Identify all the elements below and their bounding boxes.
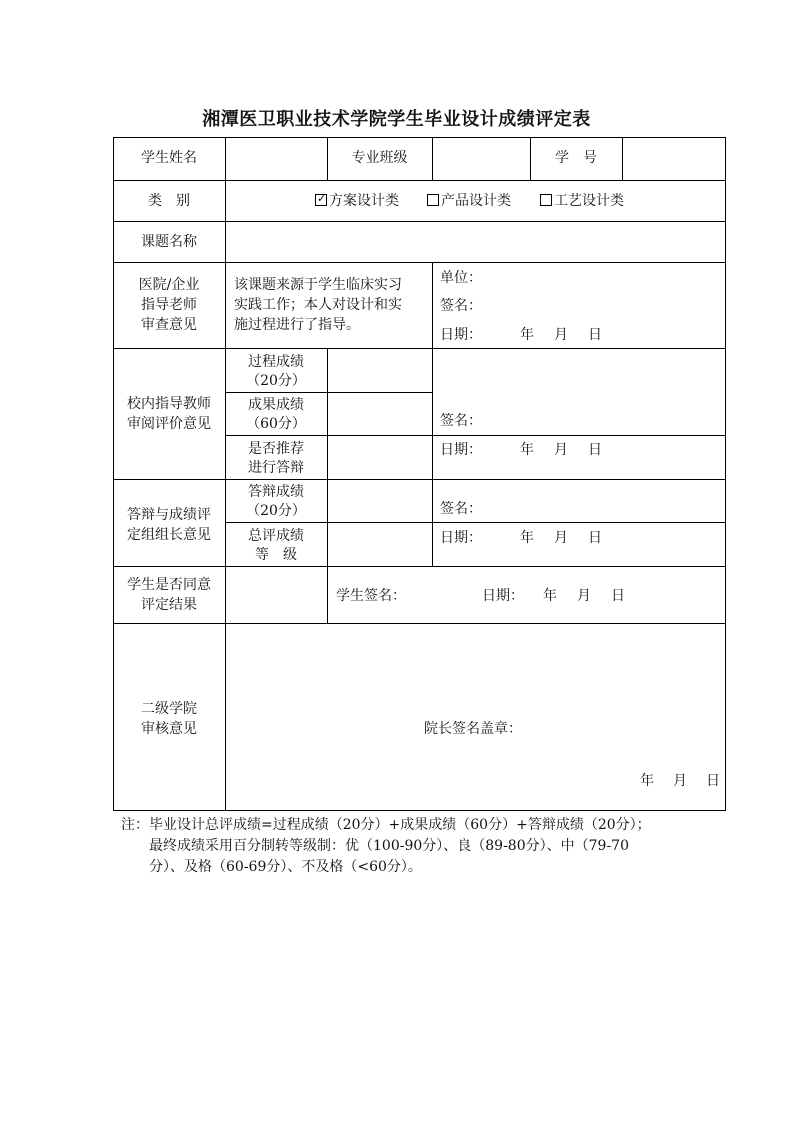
note-line1: 注：毕业设计总评成绩=过程成绩（20分）+成果成绩（60分）+答辩成绩（20分）； [121,817,651,833]
agree-label-line1: 学生是否同意 [127,577,211,593]
college-label-line1: 二级学院 [141,701,197,717]
checkbox-icon[interactable] [427,194,439,206]
agree-label-line2: 评定结果 [141,597,197,613]
defense-label-line2: 定组组长意见 [127,527,211,543]
school-month: 月 [554,442,568,458]
result-score-line1: 成果成绩 [248,397,304,413]
defense-label-line1: 答辩与成绩评 [127,507,211,523]
note-line3: 分）、及格（60-69分）、不及格（<60分）。 [149,859,422,875]
defense-year: 年 [520,530,534,546]
hospital-label-line1: 医院/企业 [138,277,200,293]
note-line2: 最终成绩采用百分制转等级制：优（100-90分）、良（89-80分）、中（79-70 [149,838,629,854]
category-option-scheme[interactable]: ✓ 方案设计类 [317,192,399,209]
agree-month: 月 [577,588,591,604]
hospital-statement-line3: 施过程进行了指导。 [234,317,360,333]
college-year: 年 [640,773,654,789]
college-label-line2: 审核意见 [141,721,197,737]
school-year: 年 [520,442,534,458]
category-label: 类 别 [148,193,190,209]
college-month: 月 [673,773,687,789]
defense-score-line1: 答辩成绩 [248,484,304,500]
college-day: 日 [706,773,720,789]
hospital-day: 日 [588,327,602,343]
checkbox-checked-icon[interactable]: ✓ [317,192,327,205]
student-name-label: 学生姓名 [141,150,197,166]
category-option-process[interactable]: 工艺设计类 [540,191,624,211]
school-sign-label: 签名： [440,413,482,429]
student-sign-label: 学生签名： [336,588,406,604]
checkbox-icon[interactable] [540,194,552,206]
school-day: 日 [588,442,602,458]
category-option-product[interactable]: 产品设计类 [427,191,511,211]
total-grade-line2: 等 级 [255,547,297,563]
defense-sign-label: 签名： [440,501,482,517]
school-date-label: 日期： [440,442,482,458]
hospital-date-label: 日期： [440,327,482,343]
defense-date-label: 日期： [440,530,482,546]
total-grade-line1: 总评成绩 [248,528,304,544]
hospital-label-line2: 指导老师 [141,297,197,313]
school-label-line2: 审阅评价意见 [127,416,211,432]
defense-score-line2: （20分） [246,503,306,519]
defense-day: 日 [588,530,602,546]
hospital-unit-label: 单位： [440,270,482,286]
process-score-line1: 过程成绩 [248,354,304,370]
hospital-statement-line2: 实践工作；本人对设计和实 [234,297,402,313]
process-score-line2: （20分） [246,373,306,389]
hospital-statement-line1: 该课题来源于学生临床实习 [234,277,402,293]
result-score-line2: （60分） [246,416,306,432]
hospital-label-line3: 审查意见 [141,317,197,333]
agree-year: 年 [543,588,557,604]
class-label: 专业班级 [351,150,408,166]
hospital-month: 月 [554,327,568,343]
recommend-defense-line2: 进行答辩 [248,460,304,476]
hospital-sign-label: 签名： [440,298,482,314]
document-title: 湘潭医卫职业技术学院学生毕业设计成绩评定表 [202,109,591,130]
topic-label: 课题名称 [141,234,197,250]
student-id-label: 学 号 [555,150,597,166]
agree-day: 日 [611,588,625,604]
defense-month: 月 [554,530,568,546]
school-label-line1: 校内指导教师 [127,396,211,412]
hospital-year: 年 [520,327,534,343]
agree-date-label: 日期： [482,588,524,604]
recommend-defense-line1: 是否推荐 [248,441,304,457]
dean-seal-label: 院长签名盖章： [424,721,522,737]
